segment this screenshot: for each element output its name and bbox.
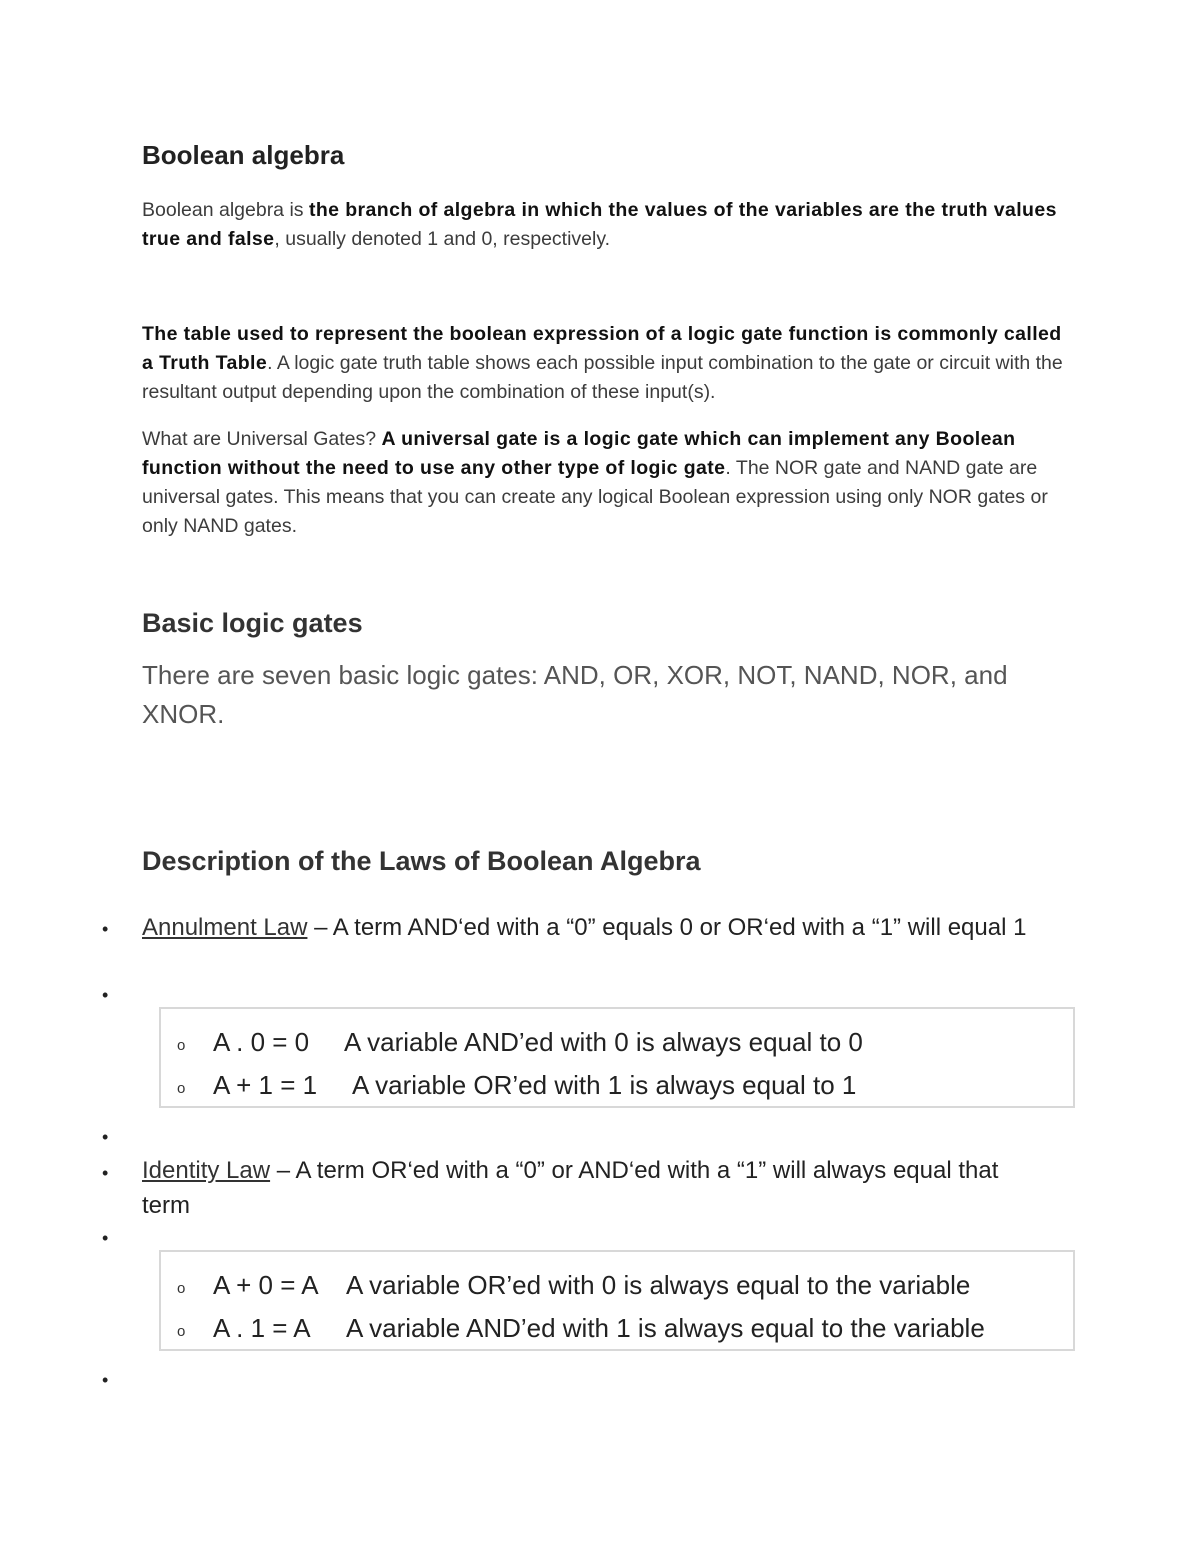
- intro-bold: the branch of algebra in which the values of the variables are the truth values true and false: [142, 199, 1057, 250]
- rule-equation: A + 0 = A: [213, 1270, 319, 1300]
- rule-explanation: A variable AND’ed with 0 is always equal to 0: [344, 1027, 863, 1057]
- rule-row: [161, 1313, 1073, 1353]
- truth-table-paragraph: [142, 320, 1072, 407]
- truth-table-bold: The table used to represent the boolean expression of a logic gate function is commonly called a Truth Table: [142, 323, 1062, 374]
- law-identity: [142, 1153, 1052, 1223]
- sub-bullet: o: [177, 1080, 186, 1097]
- universal-gates-paragraph: [142, 425, 1072, 541]
- law-annulment-description: – A term AND‘ed with a “0” equals 0 or OR‘ed with a “1” will equal 1: [307, 914, 1027, 941]
- rule-equation: A . 1 = A: [213, 1313, 311, 1343]
- rule-equation: A + 1 = 1: [213, 1070, 318, 1100]
- page-title: Boolean algebra: [142, 140, 345, 170]
- truth-table-rest: . A logic gate truth table shows each possible input combination to the gate or circuit with the resultant output depending upon the combination of these input(s).: [142, 352, 1063, 403]
- rule-explanation: A variable AND’ed with 1 is always equal to the variable: [346, 1313, 985, 1343]
- list-bullet: •: [102, 1228, 109, 1248]
- universal-bold: A universal gate is a logic gate which can implement any Boolean function without the need to use any other type of logic gate: [142, 428, 1016, 479]
- laws-heading: Description of the Laws of Boolean Algebra: [142, 846, 701, 876]
- sub-bullet: o: [177, 1323, 186, 1340]
- rule-equation: A . 0 = 0: [213, 1027, 310, 1057]
- law-annulment: [142, 910, 1052, 945]
- intro-suffix: , usually denoted 1 and 0, respectively.: [274, 228, 611, 250]
- rule-explanation: A variable OR’ed with 1 is always equal to 1: [352, 1070, 857, 1100]
- identity-rules-box: [159, 1250, 1075, 1351]
- basic-gates-text: There are seven basic logic gates: AND, OR, XOR, NOT, NAND, NOR, and XNOR.: [142, 660, 1008, 729]
- rule-explanation: A variable OR’ed with 0 is always equal to the variable: [346, 1270, 971, 1300]
- list-bullet: •: [102, 1127, 109, 1147]
- sub-bullet: o: [177, 1280, 186, 1297]
- universal-rest: . The NOR gate and NAND gate are universal gates. This means that you can create any logical Boolean expression using only NOR gates or only NAND gates.: [142, 457, 1048, 537]
- list-bullet: •: [102, 1370, 109, 1390]
- rule-row: [161, 1027, 1073, 1067]
- rule-row: [161, 1070, 1073, 1110]
- list-bullet: •: [102, 985, 109, 1005]
- list-bullet: •: [102, 1163, 109, 1183]
- annulment-rules-box: [159, 1007, 1075, 1108]
- intro-paragraph: [142, 196, 1072, 254]
- rule-row: [161, 1270, 1073, 1310]
- intro-prefix: Boolean algebra is: [142, 199, 309, 221]
- sub-bullet: o: [177, 1037, 186, 1054]
- basic-gates-heading: Basic logic gates: [142, 608, 363, 638]
- universal-prefix: What are Universal Gates?: [142, 428, 382, 450]
- law-identity-name: Identity Law: [142, 1157, 271, 1184]
- law-annulment-name: Annulment Law: [142, 914, 308, 941]
- law-identity-description: – A term OR‘ed with a “0” or AND‘ed with a “1” will always equal that term: [142, 1157, 999, 1219]
- list-bullet: •: [102, 919, 109, 939]
